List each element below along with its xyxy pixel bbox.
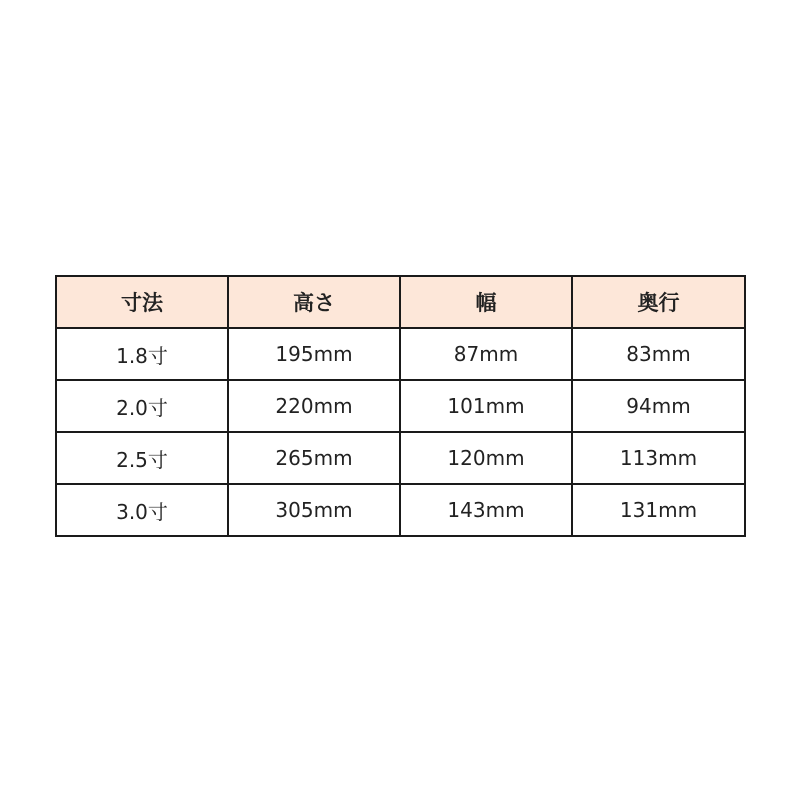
cell-height: 220mm — [228, 380, 400, 432]
cell-dimension: 2.0寸 — [56, 380, 228, 432]
table-row — [56, 328, 745, 380]
size-table — [55, 275, 746, 537]
cell-width: 120mm — [400, 432, 572, 484]
header-cell-width: 幅 — [400, 276, 572, 328]
header-cell-height: 高さ — [228, 276, 400, 328]
cell-depth: 94mm — [572, 380, 745, 432]
cell-dimension: 3.0寸 — [56, 484, 228, 536]
header-cell-depth: 奥行 — [572, 276, 745, 328]
table-row — [56, 484, 745, 536]
cell-width: 143mm — [400, 484, 572, 536]
table-row — [56, 432, 745, 484]
cell-depth: 113mm — [572, 432, 745, 484]
cell-width: 87mm — [400, 328, 572, 380]
cell-height: 265mm — [228, 432, 400, 484]
cell-height: 195mm — [228, 328, 400, 380]
table-row — [56, 380, 745, 432]
cell-dimension: 2.5寸 — [56, 432, 228, 484]
cell-depth: 131mm — [572, 484, 745, 536]
cell-depth: 83mm — [572, 328, 745, 380]
header-cell-dimension: 寸法 — [56, 276, 228, 328]
cell-height: 305mm — [228, 484, 400, 536]
cell-dimension: 1.8寸 — [56, 328, 228, 380]
cell-width: 101mm — [400, 380, 572, 432]
table-header-row — [56, 276, 745, 328]
